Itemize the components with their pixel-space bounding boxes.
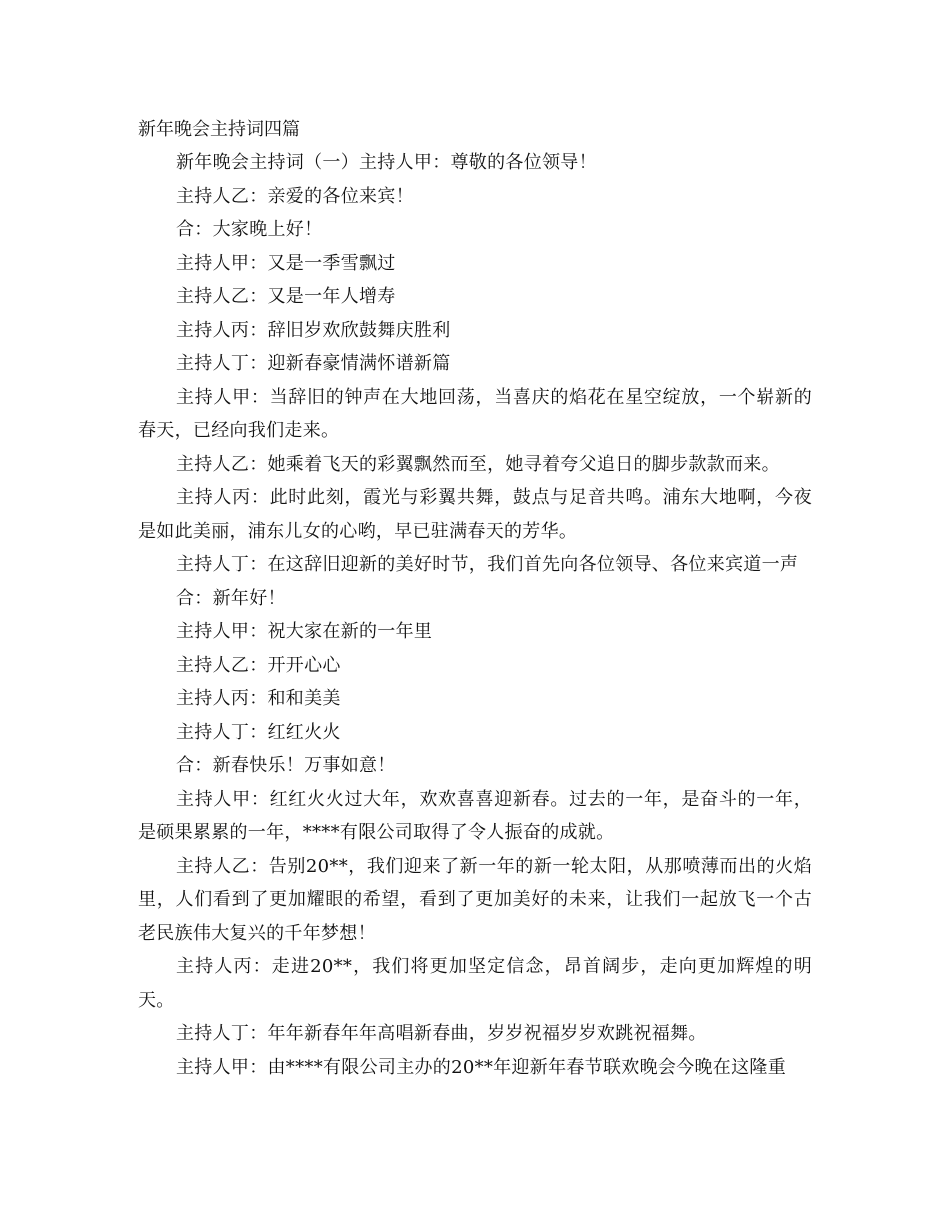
paragraph: 主持人丁：迎新春豪情满怀谱新篇	[176, 353, 451, 374]
paragraph: 主持人丙：此时此刻，霞光与彩翼共舞，鼓点与足音共鸣。浦东大地啊，今夜是如此美丽，浦东儿女的心哟，早已驻满春天的芳华。	[138, 487, 812, 542]
paragraph: 主持人丁：年年新春年年高唱新春曲，岁岁祝福岁岁欢跳祝福舞。	[176, 1023, 707, 1044]
paragraph: 主持人乙：亲爱的各位来宾！	[176, 185, 414, 207]
paragraph: 主持人乙：告别20**，我们迎来了新一年的新一轮太阳，从那喷薄而出的火焰里，人们看到了更加耀眼的希望，看到了更加美好的未来，让我们一起放飞一个古老民族伟大复兴的千年梦想！	[138, 855, 812, 944]
paragraph: 主持人乙：她乘着飞天的彩翼飘然而至，她寻着夸父追日的脚步款款而来。	[176, 453, 780, 475]
paragraph: 主持人丙：走进20**，我们将更加坚定信念，昂首阔步，走向更加辉煌的明天。	[138, 956, 812, 1011]
paragraph: 主持人甲：由****有限公司主办的20**年迎新年春节联欢晚会今晚在这隆重	[176, 1056, 787, 1078]
paragraph: 主持人丙：辞旧岁欢欣鼓舞庆胜利	[176, 319, 451, 341]
paragraph: 主持人甲：红红火火过大年，欢欢喜喜迎新春。过去的一年，是奋斗的一年，是硕果累累的一年，****有限公司取得了令人振奋的成就。	[138, 788, 812, 843]
paragraph: 新年晚会主持词（一）主持人甲：尊敬的各位领导！	[176, 152, 597, 173]
document-body	[138, 146, 812, 1084]
paragraph: 合：新年好！	[176, 587, 286, 609]
paragraph: 主持人丙：和和美美	[176, 688, 341, 709]
paragraph: 主持人乙：开开心心	[176, 654, 341, 676]
paragraph: 合：新春快乐！万事如意！	[176, 755, 396, 776]
paragraph: 主持人甲：祝大家在新的一年里	[176, 621, 433, 642]
document-title: 新年晚会主持词四篇	[138, 119, 300, 140]
paragraph: 主持人丁：红红火火	[176, 721, 341, 743]
paragraph: 主持人丁：在这辞旧迎新的美好时节，我们首先向各位领导、各位来宾道一声	[176, 554, 799, 575]
paragraph: 主持人甲：当辞旧的钟声在大地回荡，当喜庆的焰花在星空绽放，一个崭新的春天，已经向我们走来。	[138, 386, 812, 441]
paragraph: 主持人甲：又是一季雪飘过	[176, 252, 396, 274]
paragraph: 合：大家晚上好！	[176, 219, 323, 240]
paragraph: 主持人乙：又是一年人增寿	[176, 286, 396, 307]
